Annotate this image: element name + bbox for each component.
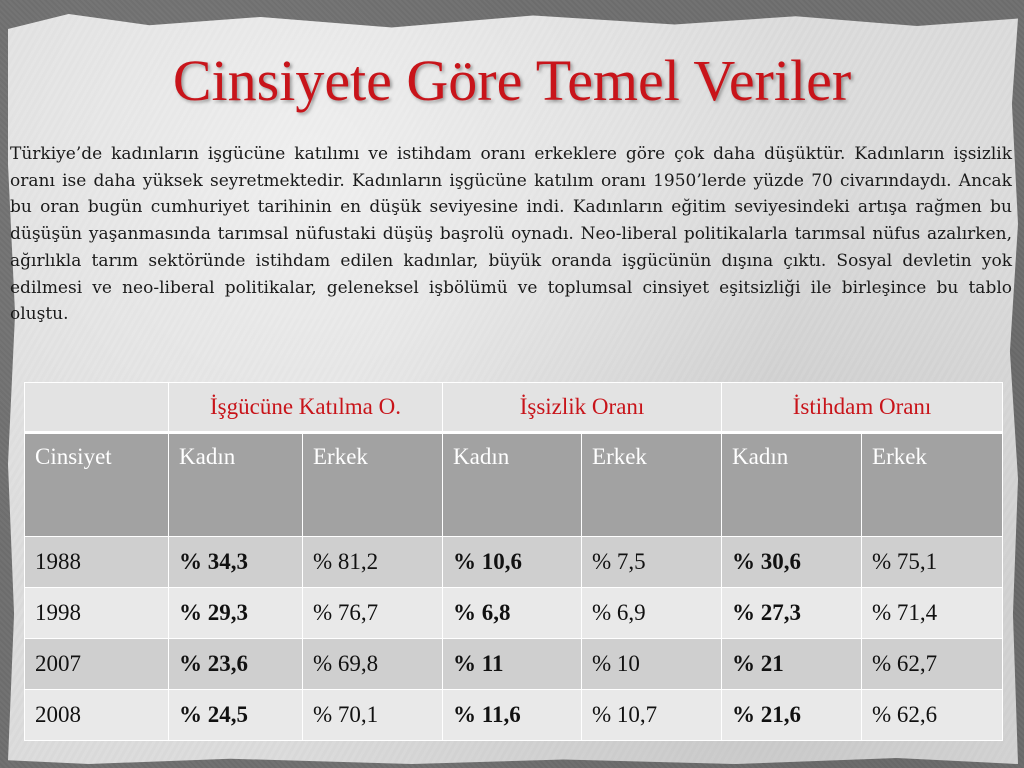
subheader-gender: Cinsiyet: [25, 433, 169, 537]
value-cell: % 10,6: [443, 537, 582, 588]
value-cell: % 6,8: [443, 588, 582, 639]
value-cell: % 11,6: [443, 690, 582, 741]
value-cell: % 30,6: [722, 537, 862, 588]
value-cell: % 10,7: [582, 690, 722, 741]
page-title: Cinsiyete Göre Temel Veriler: [172, 48, 852, 113]
table-row: [25, 690, 1003, 741]
subheader-female: Kadın: [722, 433, 862, 537]
value-cell: % 62,6: [862, 690, 1003, 741]
group-header-employment: İstihdam Oranı: [722, 383, 1003, 433]
table-row: [25, 639, 1003, 690]
group-header-labor-force: İşgücüne Katılma O.: [169, 383, 443, 433]
year-cell: 2008: [25, 690, 169, 741]
value-cell: % 21: [722, 639, 862, 690]
value-cell: % 70,1: [303, 690, 443, 741]
value-cell: % 69,8: [303, 639, 443, 690]
value-cell: % 21,6: [722, 690, 862, 741]
data-table: [24, 382, 1003, 741]
intro-paragraph: Türkiye’de kadınların işgücüne katılımı ve istihdam oranı erkeklere göre çok daha düşüktür. Kadınların işsizlik oranı ise daha yüksek seyretmektedir. Kadınların işgücüne katılım oranı 1950’lerde yüzde 70 civarındaydı. Ancak bu oran bugün cumhuriyet tarihinin en düşük seviyesine indi. Kadınların eğitim seviyesindeki artışa rağmen bu düşüşün yaşanmasında tarımsal nüfustaki düşüş başrolü oynadı. Neo-liberal politikalarla tarımsal nüfus azalırken, ağırlıkla tarım sektöründe istihdam edilen kadınlar, büyük oranda işgücünün dışına çıktı. Sosyal devletin yok edilmesi ve neo-liberal politikalar, geleneksel işbölümü ve toplumsal cinsiyet eşitsizliği ile birleşince bu tablo oluştu.: [10, 144, 1012, 325]
subheader-male: Erkek: [303, 433, 443, 537]
value-cell: % 71,4: [862, 588, 1003, 639]
value-cell: % 75,1: [862, 537, 1003, 588]
value-cell: % 7,5: [582, 537, 722, 588]
table-row: [25, 588, 1003, 639]
value-cell: % 34,3: [169, 537, 303, 588]
subheader-female: Kadın: [169, 433, 303, 537]
table-row: [25, 537, 1003, 588]
value-cell: % 6,9: [582, 588, 722, 639]
subheader-male: Erkek: [862, 433, 1003, 537]
table-group-header-row: [25, 383, 1003, 433]
subheader-male: Erkek: [582, 433, 722, 537]
subheader-female: Kadın: [443, 433, 582, 537]
value-cell: % 23,6: [169, 639, 303, 690]
value-cell: % 29,3: [169, 588, 303, 639]
value-cell: % 62,7: [862, 639, 1003, 690]
year-cell: 1988: [25, 537, 169, 588]
value-cell: % 81,2: [303, 537, 443, 588]
table-corner-cell: [25, 383, 169, 433]
year-cell: 1998: [25, 588, 169, 639]
group-header-unemployment: İşsizlik Oranı: [443, 383, 722, 433]
value-cell: % 10: [582, 639, 722, 690]
value-cell: % 27,3: [722, 588, 862, 639]
year-cell: 2007: [25, 639, 169, 690]
value-cell: % 76,7: [303, 588, 443, 639]
table-subheader-row: [25, 433, 1003, 537]
value-cell: % 11: [443, 639, 582, 690]
value-cell: % 24,5: [169, 690, 303, 741]
